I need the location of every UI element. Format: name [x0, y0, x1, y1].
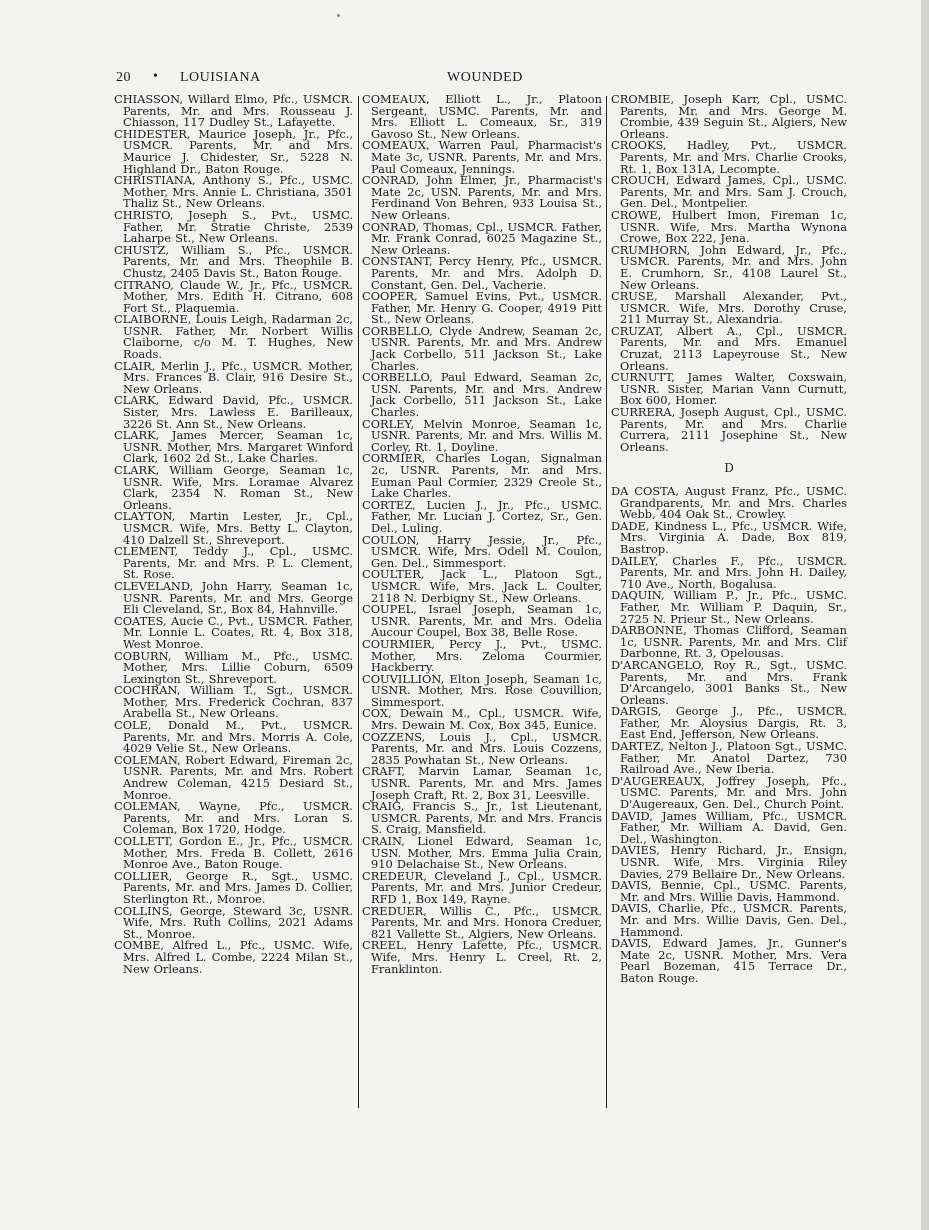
casualty-entry: COX, Dewain M., Cpl., USMCR. Wife, Mrs. Dewain M. Cox, Box 345, Eunice. — [362, 706, 602, 733]
casualty-entry: CROMBIE, Joseph Karr, Cpl., USMC. Parents, Mr. and Mrs. George M. Crombie, 439 Seguin St., Algiers, New Orleans. — [611, 92, 847, 141]
casualty-entry: COULON, Harry Jessie, Jr., Pfc., USMCR. Wife, Mrs. Odell M. Coulon, Gen. Del., Simmesport. — [362, 532, 602, 570]
casualty-entry: D'AUGEREAUX, Joffrey Joseph, Pfc., USMC. Parents, Mr. and Mrs. John D'Augereaux, Gen. Del., Church Point. — [611, 773, 847, 812]
casualty-entry: CORBELLO, Paul Edward, Seaman 2c, USN. Parents, Mr. and Mrs. Andrew Jack Corbello, 511 Jackson St., Lake Charles. — [362, 370, 602, 420]
casualty-entry: COULTER, Jack L., Platoon Sgt., USMCR. Wife, Mrs. Jack L. Coulter, 2118 N. Derbigny St., New Orleans. — [362, 567, 602, 605]
casualty-entry: CROWE, Hulbert Imon, Fireman 1c, USNR. Wife, Mrs. Martha Wynona Crowe, Box 222, Jena. — [611, 207, 847, 246]
casualty-entry: CHRISTIANA, Anthony S., Pfc., USMC. Mother, Mrs. Annie L. Christiana, 3501 Thaliz St., New Orleans. — [114, 173, 353, 211]
casualty-entry: DARTEZ, Nelton J., Platoon Sgt., USMC. Father, Mr. Anatol Dartez, 730 Railroad Ave., New Iberia. — [611, 739, 847, 777]
casualty-entry: CRUMHORN, John Edward, Jr., Pfc., USMCR. Parents, Mr. and Mrs. John E. Crumhorn, Sr., 4108 Laurel St., New Orleans. — [611, 242, 847, 292]
casualty-entry: COLLIER, George R., Sgt., USMC. Parents, Mr. and Mrs. James D. Collier, Sterlington Rt., Monroe. — [114, 868, 353, 906]
casualty-entry: CURRERA, Joseph August, Cpl., USMC. Parents, Mr. and Mrs. Charlie Currera, 2111 Josephine St., New Orleans. — [611, 405, 847, 454]
casualty-entry: COMBE, Alfred L., Pfc., USMC. Wife, Mrs. Alfred L. Combe, 2224 Milan St., New Orleans. — [114, 938, 353, 976]
casualty-entry: DAVID, James William, Pfc., USMCR. Father, Mr. William A. David, Gen. Del., Washington. — [611, 808, 847, 846]
casualty-entry: DA COSTA, August Franz, Pfc., USMC. Grandparents, Mr. and Mrs. Charles Webb, 404 Oak St., Crowley. — [611, 484, 847, 522]
page-speck — [337, 14, 340, 17]
casualty-entry: COMEAUX, Warren Paul, Pharmacist's Mate 3c, USNR. Parents, Mr. and Mrs. Paul Comeaux, Jennings. — [362, 138, 602, 176]
casualty-entry: DAVIES, Henry Richard, Jr., Ensign, USNR. Wife, Mrs. Virginia Riley Davies, 279 Bellaire Dr., New Orleans. — [611, 843, 847, 881]
casualty-entry: CONRAD, Thomas, Cpl., USMCR. Father, Mr. Frank Conrad, 6025 Magazine St., New Orleans. — [362, 219, 602, 257]
casualty-entry: CLEVELAND, John Harry, Seaman 1c, USNR. Parents, Mr. and Mrs. George Eli Cleveland, Sr., Box 84, Hahnville. — [114, 578, 353, 617]
casualty-entry: CRAIG, Francis S., Jr., 1st Lieutenant, USMCR. Parents, Mr. and Mrs. Francis S. Craig, Mansfield. — [362, 799, 602, 837]
casualty-entry: CHIDESTER, Maurice Joseph, Jr., Pfc., USMCR. Parents, Mr. and Mrs. Maurice J. Chidester, Sr., 5228 N. Highland Dr., Baton Rouge. — [114, 126, 353, 176]
casualty-entry: COCHRAN, William T., Sgt., USMCR. Mother, Mrs. Frederick Cochran, 837 Arabella St., New Orleans. — [114, 683, 353, 721]
casualty-entry: DARGIS, George J., Pfc., USMCR. Father, Mr. Aloysius Dargis, Rt. 3, East End, Jefferson, New Orleans. — [611, 704, 847, 742]
section-title: WOUNDED — [447, 70, 523, 85]
casualty-entry: COOPER, Samuel Evins, Pvt., USMCR. Father, Mr. Henry G. Cooper, 4919 Pitt St., New Orleans. — [362, 289, 602, 327]
casualty-entry: COLE, Donald M., Pvt., USMCR. Parents, Mr. and Mrs. Morris A. Cole, 4029 Velie St., New Orleans. — [114, 718, 353, 756]
casualty-entry: CLAIBORNE, Louis Leigh, Radarman 2c, USNR. Father, Mr. Norbert Willis Claiborne, c/o M. T. Hughes, New Roads. — [114, 312, 353, 362]
column-1 — [114, 94, 353, 975]
casualty-entry: CREDUER, Willis C., Pfc., USMCR. Parents, Mr. and Mrs. Honora Creduer, 821 Vallette St., Algiers, New Orleans. — [362, 903, 602, 941]
casualty-entry: CHUSTZ, William S., Pfc., USMCR. Parents, Mr. and Mrs. Theophile B. Chustz, 2405 Davis St., Baton Rouge. — [114, 242, 353, 280]
casualty-entry: COLLINS, George, Steward 3c, USNR. Wife, Mrs. Ruth Collins, 2021 Adams St., Monroe. — [114, 903, 353, 941]
casualty-entry: DADE, Kindness L., Pfc., USMCR. Wife, Mrs. Virginia A. Dade, Box 819, Bastrop. — [611, 518, 847, 556]
casualty-entry: CRUZAT, Albert A., Cpl., USMCR. Parents, Mr. and Mrs. Emanuel Cruzat, 2113 Lapeyrouse St., New Orleans. — [611, 323, 847, 373]
casualty-entry: CITRANO, Claude W., Jr., Pfc., USMCR. Mother, Mrs. Edith H. Citrano, 608 Fort St., Plaquemia. — [114, 277, 353, 315]
column-3-c-entries — [611, 94, 847, 453]
page-edge — [921, 0, 929, 1230]
header-bullet: • — [153, 69, 159, 84]
casualty-entry: CLEMENT, Teddy J., Cpl., USMC. Parents, Mr. and Mrs. P. L. Clement, St. Rose. — [114, 544, 353, 582]
casualty-entry: CORMIER, Charles Logan, Signalman 2c, USNR. Parents, Mr. and Mrs. Euman Paul Cormier, 2329 Creole St., Lake Charles. — [362, 451, 602, 501]
casualty-entry: CHRISTO, Joseph S., Pvt., USMC. Father, Mr. Stratie Christe, 2539 Laharpe St., New Orleans. — [114, 207, 353, 246]
casualty-entry: COZZENS, Louis J., Cpl., USMCR. Parents, Mr. and Mrs. Louis Cozzens, 2835 Powhatan St., New Orleans. — [362, 729, 602, 767]
casualty-entry: CORLEY, Melvin Monroe, Seaman 1c, USNR. Parents, Mr. and Mrs. Willis M. Corley, Rt. 1, Doyline. — [362, 416, 602, 454]
casualty-entry: CORTEZ, Lucien J., Jr., Pfc., USMC. Father, Mr. Lucian J. Cortez, Sr., Gen. Del., Luling. — [362, 497, 602, 535]
casualty-entry: CORBELLO, Clyde Andrew, Seaman 2c, USNR. Parents, Mr. and Mrs. Andrew Jack Corbello, 511 Jackson St., Lake Charles. — [362, 323, 602, 373]
casualty-entry: DAILEY, Charles F., Pfc., USMCR. Parents, Mr. and Mrs. John H. Dailey, 710 Ave., North, Bogalusa. — [611, 553, 847, 591]
casualty-entry: DAVIS, Edward James, Jr., Gunner's Mate 2c, USNR. Mother, Mrs. Vera Pearl Bozeman, 415 Terrace Dr., Baton Rouge. — [611, 936, 847, 985]
column-divider — [606, 96, 607, 1108]
casualty-entry: CLAIR, Merlin J., Pfc., USMCR. Mother, Mrs. Frances B. Clair, 916 Desire St., New Orleans. — [114, 358, 353, 396]
casualty-entry: COATES, Aucie C., Pvt., USMCR. Father, Mr. Lonnie L. Coates, Rt. 4, Box 318, West Monroe. — [114, 613, 353, 651]
casualty-entry: CRAIN, Lionel Edward, Seaman 1c, USN. Mother, Mrs. Emma Julia Crain, 910 Delachaise St., New Orleans. — [362, 834, 602, 872]
casualty-entry: CONRAD, John Elmer, Jr., Pharmacist's Mate 2c, USN. Parents, Mr. and Mrs. Ferdinand Von Behren, 933 Louisa St., New Orleans. — [362, 173, 602, 222]
casualty-entry: CLARK, Edward David, Pfc., USMCR. Sister, Mrs. Lawless E. Barilleaux, 3226 St. Ann St., New Orleans. — [114, 393, 353, 431]
column-2 — [362, 94, 602, 975]
casualty-entry: CRUSE, Marshall Alexander, Pvt., USMCR. Wife, Mrs. Dorothy Cruse, 211 Murray St., Alexandria. — [611, 289, 847, 327]
casualty-entry: CURNUTT, James Walter, Coxswain, USNR. Sister, Marian Vann Curnutt, Box 600, Homer. — [611, 370, 847, 408]
casualty-entry: CLAYTON, Martin Lester, Jr., Cpl., USMCR. Wife, Mrs. Betty L. Clayton, 410 Dalzell St., Shreveport. — [114, 509, 353, 547]
casualty-entry: COBURN, William M., Pfc., USMC. Mother, Mrs. Lillie Coburn, 6509 Lexington St., Shreveport. — [114, 648, 353, 686]
casualty-entry: DAQUIN, William P., Jr., Pfc., USMC. Father, Mr. William P. Daquin, Sr., 2725 N. Prieur St., New Orleans. — [611, 588, 847, 626]
casualty-entry: COUVILLION, Elton Joseph, Seaman 1c, USNR. Mother, Mrs. Rose Couvillion, Simmesport. — [362, 671, 602, 709]
casualty-entry: COURMIER, Percy J., Pvt., USMC. Mother, Mrs. Zeloma Courmier, Hackberry. — [362, 636, 602, 675]
casualty-entry: CONSTANT, Percy Henry, Pfc., USMCR. Parents, Mr. and Mrs. Adolph D. Constant, Gen. Del., Vacherie. — [362, 254, 602, 292]
page-header — [116, 70, 860, 88]
column-3 — [611, 94, 847, 985]
casualty-entry: COUPEL, Israel Joseph, Seaman 1c, USNR. Parents, Mr. and Mrs. Odelia Aucour Coupel, Box 38, Belle Rose. — [362, 602, 602, 640]
casualty-entry: COMEAUX, Elliott L., Jr., Platoon Sergeant, USMC. Parents, Mr. and Mrs. Elliott L. Comeaux, Sr., 319 Gavoso St., New Orleans. — [362, 92, 602, 141]
state-name: LOUISIANA — [180, 70, 261, 85]
casualty-entry: DARBONNE, Thomas Clifford, Seaman 1c, USNR. Parents, Mr. and Mrs. Clif Darbonne, Rt. 3, Opelousas. — [611, 623, 847, 661]
casualty-entry: CRAFT, Marvin Lamar, Seaman 1c, USNR. Parents, Mr. and Mrs. James Joseph Craft, Rt. 2, Box 31, Leesville. — [362, 764, 602, 802]
column-divider — [358, 96, 359, 1108]
casualty-entry: CROUCH, Edward James, Cpl., USMC. Parents, Mr. and Mrs. Sam J. Crouch, Gen. Del., Montpelier. — [611, 173, 847, 211]
casualty-entry: CREDEUR, Cleveland J., Cpl., USMCR. Parents, Mr. and Mrs. Junior Credeur, RFD 1, Box 149, Rayne. — [362, 868, 602, 906]
casualty-entry: COLLETT, Gordon E., Jr., Pfc., USMCR. Mother, Mrs. Freda B. Collett, 2616 Monroe Ave., Baton Rouge. — [114, 834, 353, 872]
page-number: 20 — [116, 70, 131, 85]
casualty-entry: COLEMAN, Robert Edward, Fireman 2c, USNR. Parents, Mr. and Mrs. Robert Andrew Coleman, 4215 Desiard St., Monroe. — [114, 752, 353, 802]
casualty-entry: DAVIS, Charlie, Pfc., USMCR. Parents, Mr. and Mrs. Willie Davis, Gen. Del., Hammond. — [611, 901, 847, 939]
column-3-d-entries — [611, 486, 847, 985]
casualty-entry: CROOKS, Hadley, Pvt., USMCR. Parents, Mr. and Mrs. Charlie Crooks, Rt. 1, Box 131A, Lecompte. — [611, 138, 847, 176]
casualty-entry: CLARK, William George, Seaman 1c, USNR. Wife, Mrs. Loramae Alvarez Clark, 2354 N. Roman St., New Orleans. — [114, 463, 353, 512]
casualty-entry: CHIASSON, Willard Elmo, Pfc., USMCR. Parents, Mr. and Mrs. Rousseau J. Chiasson, 117 Dudley St., Lafayette. — [114, 92, 353, 130]
casualty-entry: CLARK, James Mercer, Seaman 1c, USNR. Mother, Mrs. Margaret Winford Clark, 1602 2d St., Lake Charles. — [114, 428, 353, 466]
casualty-entry: CREEL, Henry Lafette, Pfc., USMCR. Wife, Mrs. Henry L. Creel, Rt. 2, Franklinton. — [362, 938, 602, 976]
casualty-entry: DAVIS, Bennie, Cpl., USMC. Parents, Mr. and Mrs. Willie Davis, Hammond. — [611, 878, 847, 904]
section-letter: D — [724, 461, 734, 476]
casualty-entry: D'ARCANGELO, Roy R., Sgt., USMC. Parents, Mr. and Mrs. Frank D'Arcangelo, 3001 Banks St., New Orleans. — [611, 657, 847, 707]
casualty-entry: COLEMAN, Wayne, Pfc., USMCR. Parents, Mr. and Mrs. Loran S. Coleman, Box 1720, Hodge. — [114, 799, 353, 837]
